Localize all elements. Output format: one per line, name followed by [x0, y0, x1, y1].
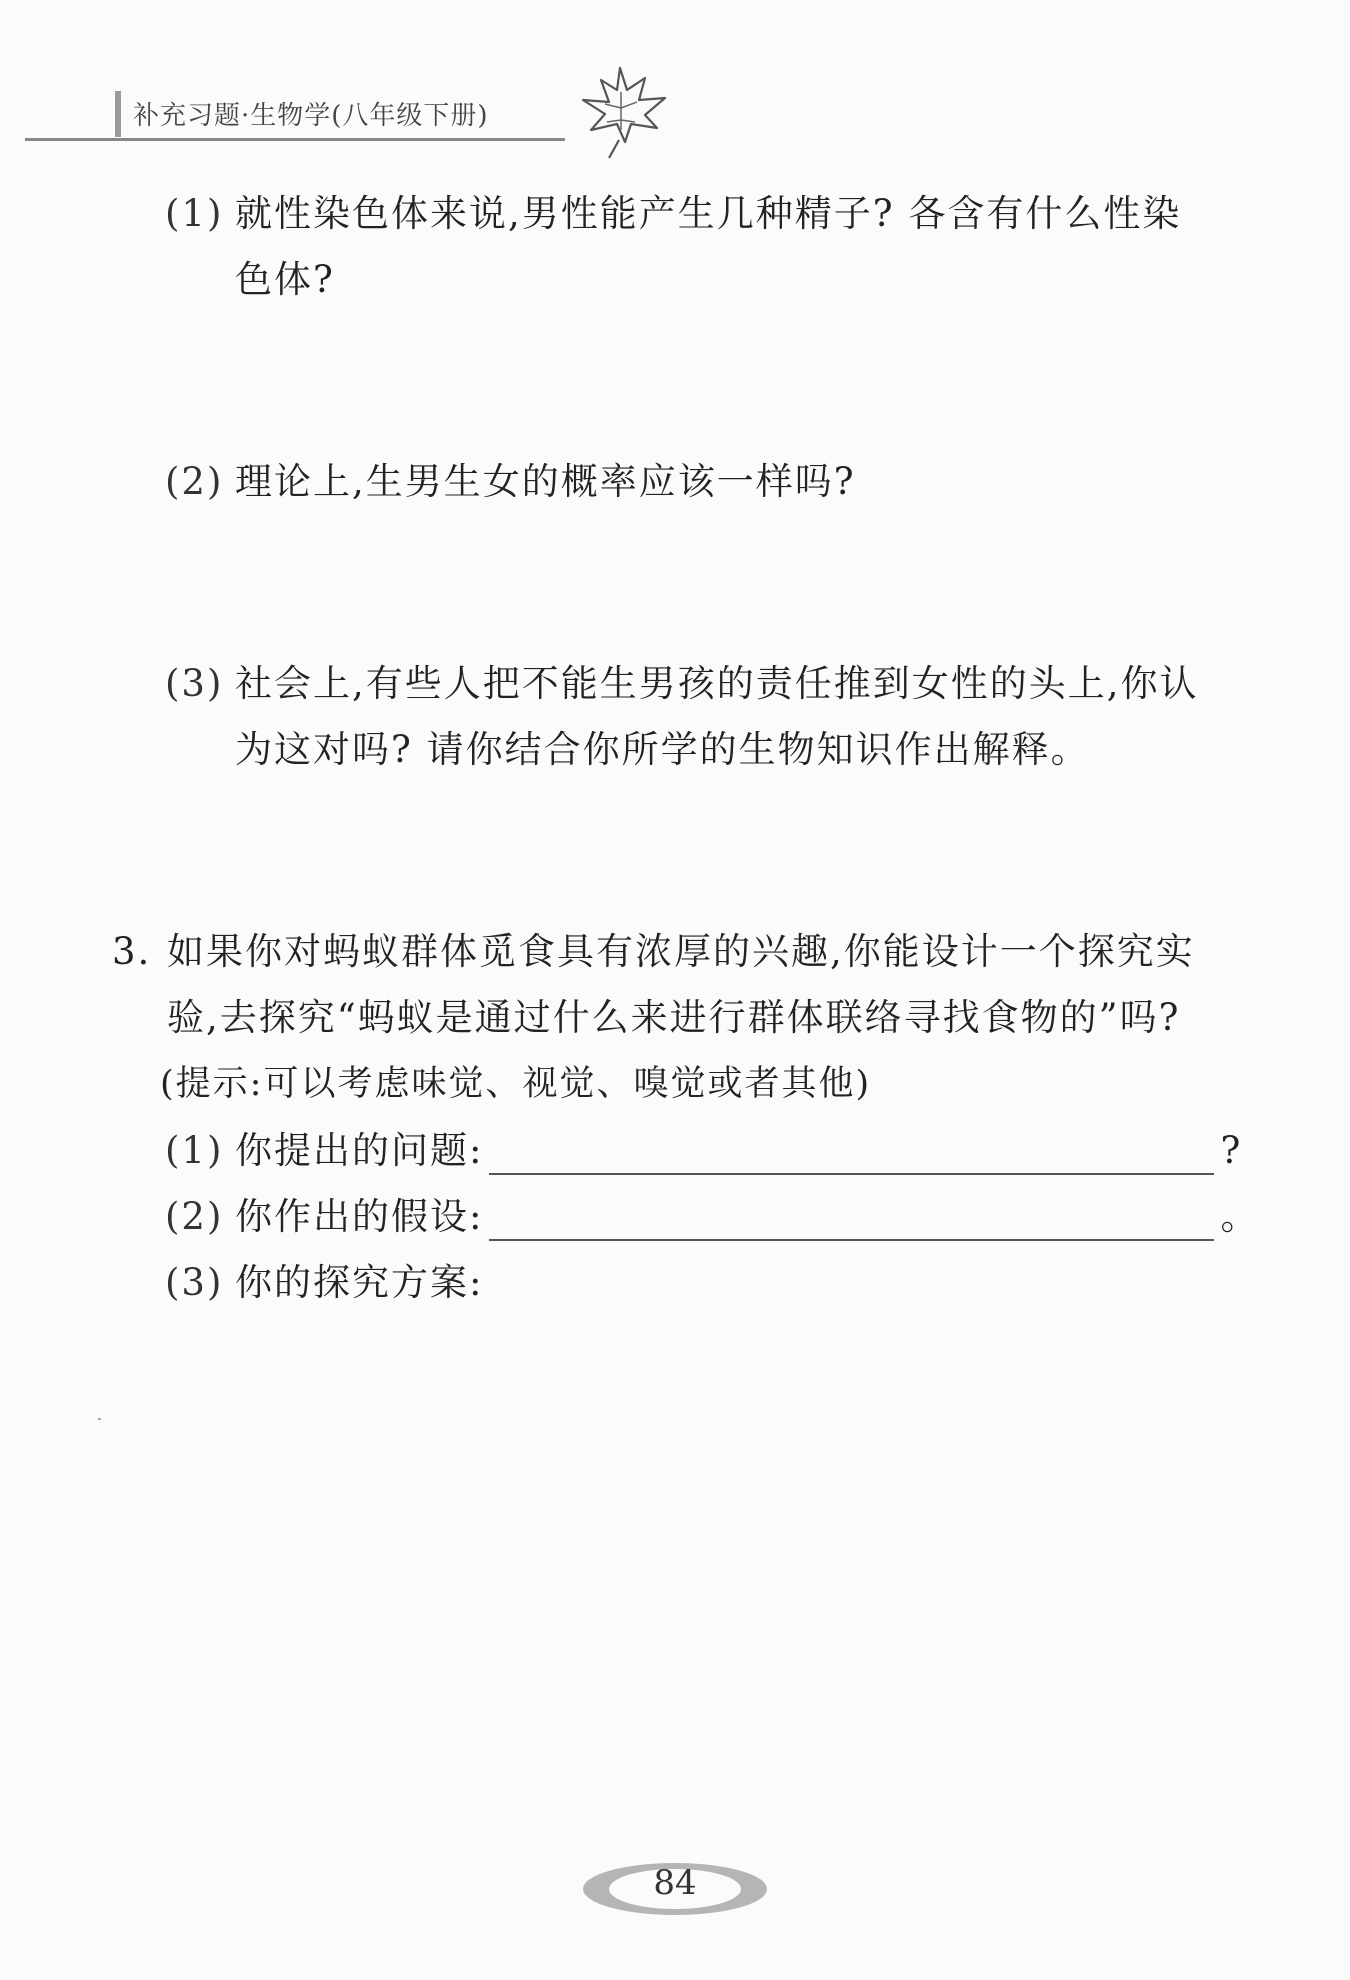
q2-3-line2	[235, 726, 1090, 774]
q2-3-number: (3)	[165, 662, 224, 705]
paper-speck	[98, 1418, 101, 1420]
q3-3-number: (3)	[165, 1261, 224, 1304]
q2-1-text-cont: 色体?	[235, 258, 335, 301]
header-title: 补充习题·生物学(八年级下册)	[133, 101, 489, 131]
page-number: 84	[653, 1863, 697, 1903]
q2-3-text: 社会上,有些人把不能生男孩的责任推到女性的头上,你认	[235, 662, 1199, 705]
q3-line1	[112, 928, 1195, 976]
header-rule	[25, 138, 565, 141]
q2-2-number: (2)	[165, 460, 224, 503]
q3-hint	[160, 1060, 871, 1108]
q2-1-line1	[165, 190, 1181, 238]
q2-1-line2	[235, 256, 335, 304]
q3-text-cont: 验,去探究“蚂蚁是通过什么来进行群体联络寻找食物的”吗?	[167, 996, 1181, 1039]
q3-line2	[167, 994, 1180, 1042]
q2-2-text: 理论上,生男生女的概率应该一样吗?	[235, 460, 856, 503]
header-bar	[115, 91, 121, 137]
q3-1-line	[165, 1127, 1242, 1175]
q3-2-end: 。	[1220, 1195, 1260, 1238]
q2-1-number: (1)	[165, 192, 224, 235]
page-footer	[580, 1855, 770, 1925]
q2-1-text: 就性染色体来说,男性能产生几种精子? 各含有什么性染	[235, 192, 1182, 235]
q3-3-label: 你的探究方案:	[235, 1261, 484, 1304]
q2-3-text-cont: 为这对吗? 请你结合你所学的生物知识作出解释。	[235, 728, 1090, 771]
q3-1-number: (1)	[165, 1129, 224, 1172]
q3-number: 3.	[112, 930, 152, 973]
q3-2-answer-blank[interactable]	[489, 1203, 1214, 1241]
q3-1-answer-blank[interactable]	[489, 1137, 1214, 1175]
q3-text: 如果你对蚂蚁群体觅食具有浓厚的兴趣,你能设计一个探究实	[167, 930, 1195, 973]
q2-2-line1	[165, 458, 856, 506]
q3-2-line	[165, 1193, 1259, 1241]
page-header	[25, 85, 625, 145]
maple-leaf-icon	[565, 60, 675, 160]
q3-hint-text: (提示:可以考虑味觉、视觉、嗅觉或者其他)	[160, 1064, 872, 1104]
q3-3-line	[165, 1259, 483, 1307]
q3-1-end: ?	[1220, 1129, 1243, 1172]
q3-2-label: 你作出的假设:	[235, 1195, 484, 1238]
q2-3-line1	[165, 660, 1199, 708]
q3-1-label: 你提出的问题:	[235, 1129, 484, 1172]
q3-2-number: (2)	[165, 1195, 224, 1238]
